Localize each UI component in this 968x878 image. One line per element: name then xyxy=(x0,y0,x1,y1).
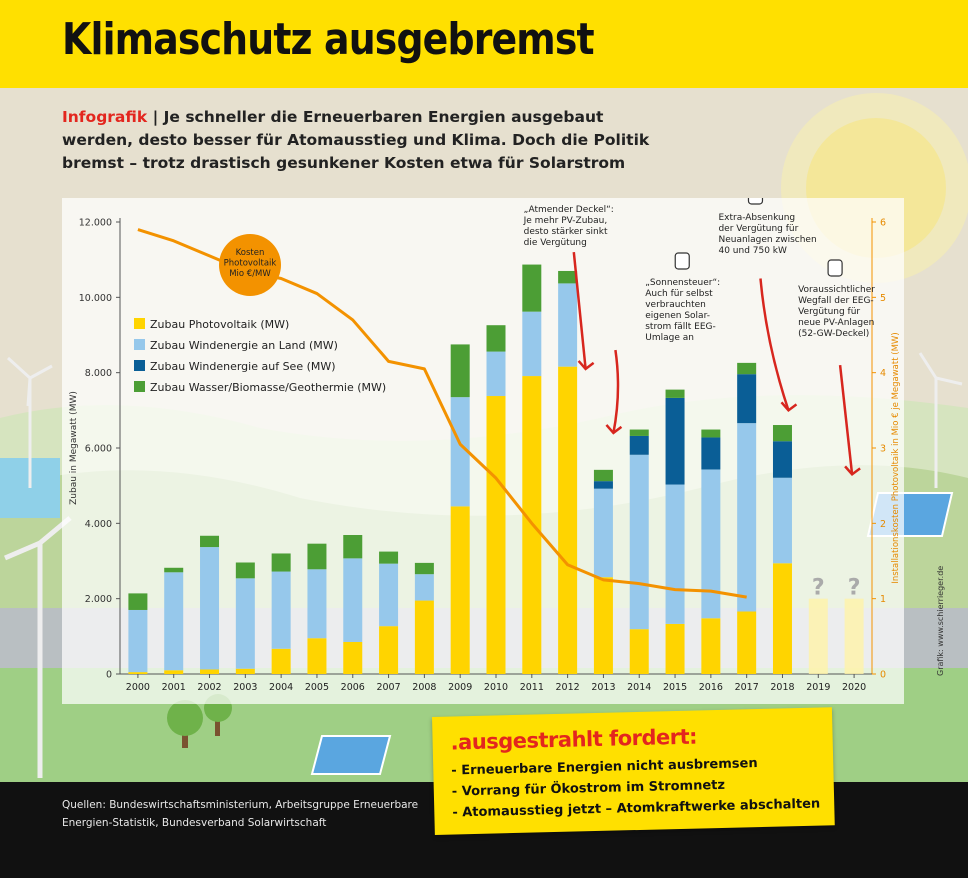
x-tick-label: 2014 xyxy=(627,682,652,693)
y-tick-label: 4.000 xyxy=(84,518,112,530)
bar-segment xyxy=(594,489,613,578)
bar-segment xyxy=(164,670,183,674)
y-axis-label: Zubau in Megawatt (MW) xyxy=(69,391,79,505)
bar-segment xyxy=(773,563,792,674)
legend-label: Zubau Wasser/Biomasse/Geothermie (MW) xyxy=(150,381,387,394)
annotation-arrow xyxy=(760,279,788,411)
bar-segment xyxy=(200,547,219,669)
annotation-text: (52-GW-Deckel) xyxy=(798,329,870,339)
bar-segment xyxy=(666,390,685,398)
x-tick-label: 2002 xyxy=(197,682,222,693)
annotation-text: Je mehr PV-Zubau, xyxy=(523,216,608,226)
bar-segment xyxy=(594,577,613,674)
bar-segment xyxy=(487,352,506,396)
bar-segment xyxy=(773,441,792,478)
legend-swatch xyxy=(134,339,145,350)
bar-segment xyxy=(307,569,326,638)
legend-label: Zubau Windenergie an Land (MW) xyxy=(150,339,338,352)
bar-segment xyxy=(200,669,219,674)
bar-segment xyxy=(415,574,434,600)
bar-segment xyxy=(343,558,362,642)
bar-segment xyxy=(558,271,577,283)
x-tick-label: 2010 xyxy=(483,682,509,693)
bar-segment xyxy=(737,374,756,423)
bar-segment xyxy=(630,436,649,455)
x-tick-label: 2020 xyxy=(842,682,867,693)
bar-segment xyxy=(236,669,255,674)
annotation-text: die Vergütung xyxy=(523,238,587,248)
legend-swatch xyxy=(134,381,145,392)
bar-segment xyxy=(236,578,255,668)
bar-segment xyxy=(128,593,147,610)
credit: Grafik: www.schierrieger.de xyxy=(936,565,945,676)
cost-badge-label: Mio €/MW xyxy=(229,269,271,279)
y-right-tick-label: 4 xyxy=(880,368,887,380)
bar-segment xyxy=(594,470,613,481)
unknown-bar xyxy=(809,599,828,674)
demand-item: - Vorrang für Ökostrom im Stromnetz xyxy=(451,777,726,800)
demand-title: .ausgestrahlt fordert: xyxy=(450,724,698,755)
bar-segment xyxy=(558,367,577,674)
demand-box xyxy=(432,707,835,835)
annotation-text: Vergütung für xyxy=(798,307,861,317)
bar-segment xyxy=(630,430,649,436)
annotation-text: „Sonnensteuer“: xyxy=(645,278,721,288)
bar-segment xyxy=(307,638,326,674)
bar-segment xyxy=(307,544,326,570)
bar-segment xyxy=(701,430,720,438)
annotation-text: „Atmender Deckel“: xyxy=(523,205,614,215)
annotation-arrow xyxy=(613,350,618,433)
intro-body: | Je schneller die Erneuerbaren Energien ausgebaut werden, desto besser für Atomausstieg und Klima. Doch die Politik bremst – trotz drastisch gesunkener Kosten etwa für Solarstrom xyxy=(62,108,650,172)
bar-segment xyxy=(594,481,613,489)
legend-swatch xyxy=(134,318,145,329)
y-axis-right-label: Installationskosten Photovoltaik in Mio € je Megawatt (MW) xyxy=(891,332,901,584)
bar-segment xyxy=(272,553,291,571)
bar-segment xyxy=(379,626,398,674)
annotation-text: eigenen Solar- xyxy=(645,311,710,321)
bar-segment xyxy=(236,563,255,579)
legend-swatch xyxy=(134,360,145,371)
bar-segment xyxy=(451,344,470,397)
bar-segment xyxy=(415,563,434,574)
annotation-text: Extra-Absenkung xyxy=(718,213,796,223)
thumbs-down-icon xyxy=(675,253,689,269)
y-right-tick-label: 2 xyxy=(880,518,887,530)
x-tick-label: 2012 xyxy=(555,682,580,693)
x-tick-label: 2000 xyxy=(125,682,150,693)
header-banner xyxy=(0,0,968,88)
annotation-text: Neuanlagen zwischen xyxy=(718,235,817,245)
annotation-text: Voraussichtlicher xyxy=(798,285,875,295)
demand-item: - Erneuerbare Energien nicht ausbremsen xyxy=(451,756,758,779)
annotation-text: Umlage an xyxy=(645,333,694,343)
annotation-text: verbrauchten xyxy=(645,300,706,310)
bar-segment xyxy=(630,629,649,674)
bar-segment xyxy=(630,455,649,629)
bar-segment xyxy=(487,396,506,674)
annotation-text: 40 und 750 kW xyxy=(718,246,787,256)
bar-segment xyxy=(522,312,541,376)
intro-text xyxy=(62,106,662,175)
x-tick-label: 2007 xyxy=(376,682,401,693)
unknown-marker: ? xyxy=(847,575,861,601)
bar-segment xyxy=(415,601,434,674)
bar-segment xyxy=(164,572,183,670)
bar-segment xyxy=(272,649,291,674)
bar-segment xyxy=(666,398,685,485)
x-tick-label: 2019 xyxy=(806,682,831,693)
y-right-tick-label: 0 xyxy=(880,669,887,681)
bar-segment xyxy=(737,423,756,611)
x-tick-label: 2004 xyxy=(269,682,294,693)
y-right-tick-label: 1 xyxy=(880,594,887,606)
annotation-text: Wegfall der EEG- xyxy=(798,296,874,306)
bar-segment xyxy=(128,672,147,674)
page-title: Klimaschutz ausgebremst xyxy=(62,14,594,65)
stacked-bar-chart xyxy=(62,198,904,704)
x-tick-label: 2016 xyxy=(698,682,723,693)
x-tick-label: 2011 xyxy=(519,682,544,693)
bar-segment xyxy=(343,535,362,558)
chart-panel xyxy=(62,198,904,704)
bar-segment xyxy=(343,642,362,674)
x-tick-label: 2008 xyxy=(412,682,437,693)
bar-segment xyxy=(737,363,756,374)
x-tick-label: 2017 xyxy=(734,682,759,693)
y-right-tick-label: 6 xyxy=(880,217,887,229)
y-tick-label: 10.000 xyxy=(78,292,112,304)
arrow-head-icon xyxy=(781,402,796,410)
y-tick-label: 12.000 xyxy=(78,217,112,229)
unknown-bar xyxy=(845,599,864,674)
x-tick-label: 2001 xyxy=(161,682,186,693)
bar-segment xyxy=(379,552,398,564)
thumbs-down-icon xyxy=(828,260,842,276)
y-tick-label: 8.000 xyxy=(84,368,112,380)
bar-segment xyxy=(379,564,398,627)
bar-segment xyxy=(128,610,147,672)
demand-item: - Atomausstieg jetzt – Atomkraftwerke abschalten xyxy=(452,796,821,821)
y-right-tick-label: 5 xyxy=(880,292,887,304)
x-tick-label: 2006 xyxy=(340,682,365,693)
x-tick-label: 2009 xyxy=(448,682,473,693)
y-tick-label: 0 xyxy=(105,669,112,681)
thumbs-down-icon xyxy=(748,198,762,204)
bar-segment xyxy=(272,572,291,649)
y-tick-label: 6.000 xyxy=(84,443,112,455)
bar-segment xyxy=(701,618,720,674)
x-tick-label: 2005 xyxy=(304,682,330,693)
y-tick-label: 2.000 xyxy=(84,594,112,606)
x-tick-label: 2003 xyxy=(233,682,258,693)
x-tick-label: 2013 xyxy=(591,682,616,693)
bar-segment xyxy=(487,325,506,351)
cost-badge-label: Photovoltaik xyxy=(223,258,277,269)
y-right-tick-label: 3 xyxy=(880,443,887,455)
bar-segment xyxy=(773,425,792,441)
x-tick-label: 2018 xyxy=(770,682,795,693)
intro-tag: Infografik xyxy=(62,108,148,126)
bar-segment xyxy=(701,469,720,618)
bar-segment xyxy=(200,536,219,547)
cost-badge-label: Kosten xyxy=(235,248,265,258)
bar-segment xyxy=(558,283,577,366)
bar-segment xyxy=(737,611,756,674)
bar-segment xyxy=(666,485,685,624)
bar-segment xyxy=(164,568,183,573)
bar-segment xyxy=(451,506,470,674)
annotation-text: neue PV-Anlagen xyxy=(798,318,875,328)
annotation-text: desto stärker sinkt xyxy=(523,227,608,237)
bar-segment xyxy=(773,478,792,564)
annotation-arrow xyxy=(840,365,852,474)
bar-segment xyxy=(701,437,720,469)
x-tick-label: 2015 xyxy=(662,682,688,693)
annotation-text: strom fällt EEG- xyxy=(645,322,716,332)
annotation-text: der Vergütung für xyxy=(718,224,799,234)
bar-segment xyxy=(522,265,541,312)
annotation-text: Auch für selbst xyxy=(645,289,713,299)
bar-segment xyxy=(666,624,685,674)
legend-label: Zubau Windenergie auf See (MW) xyxy=(150,360,336,373)
legend-label: Zubau Photovoltaik (MW) xyxy=(150,318,290,331)
unknown-marker: ? xyxy=(811,575,825,601)
demand-list xyxy=(433,751,834,824)
sources-text: Quellen: Bundeswirtschaftsministerium, Arbeitsgruppe Erneuerbare Energien-Statistik, Bundesverband Solarwirtschaft xyxy=(62,799,419,829)
